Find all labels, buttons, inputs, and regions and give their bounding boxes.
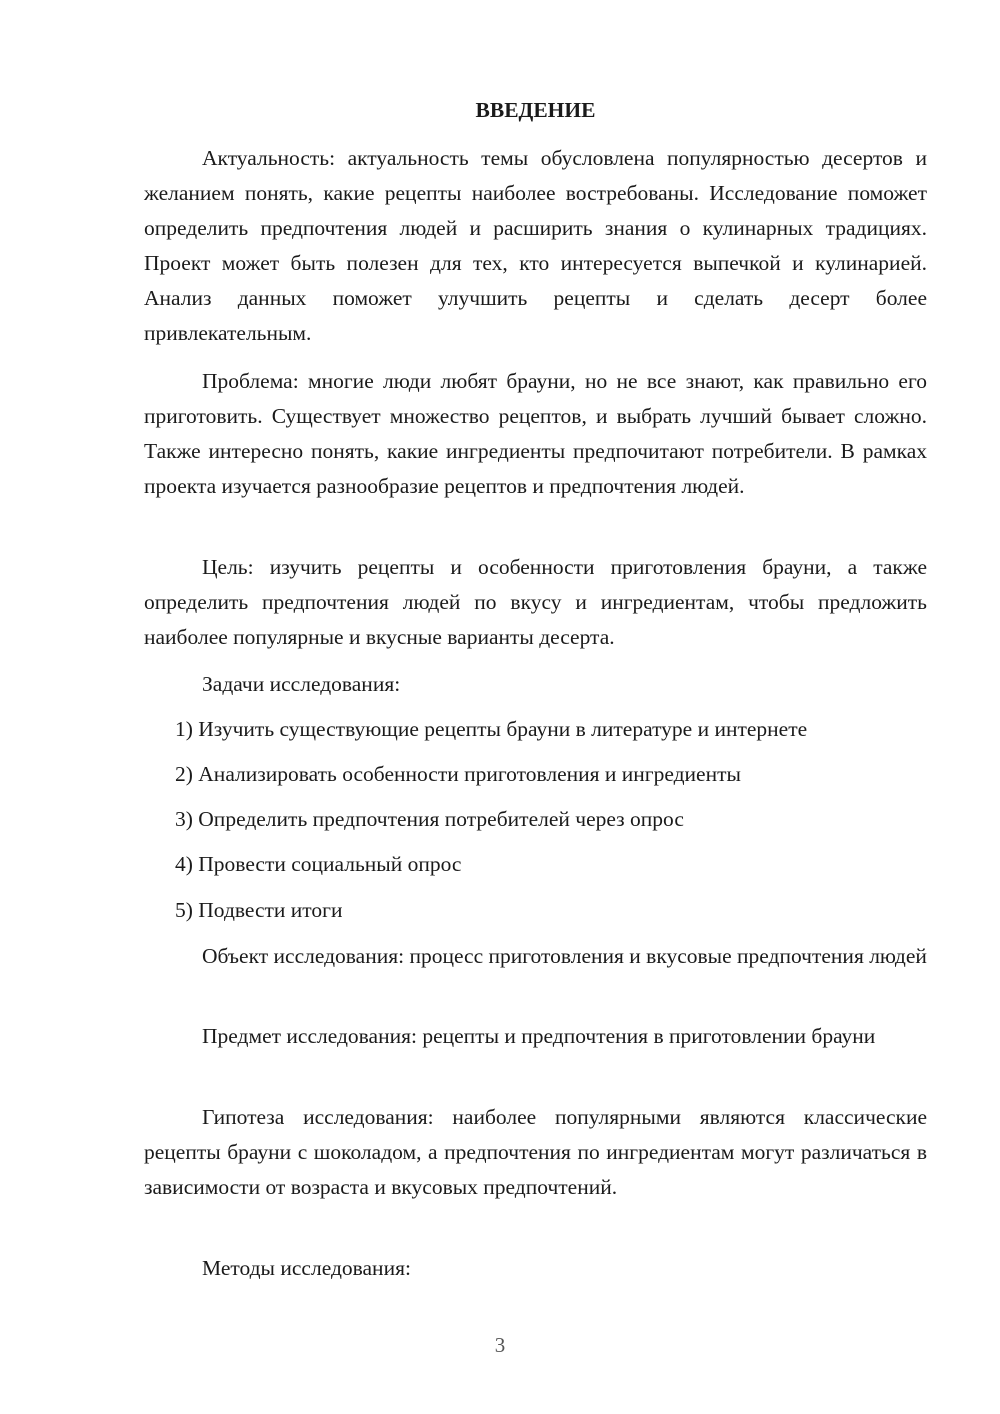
page-number: 3: [494, 1333, 506, 1357]
methods-heading: Методы исследования:: [202, 1256, 411, 1280]
task-item-5: 5) Подвести итоги: [175, 898, 343, 922]
problem-paragraph: Проблема: многие люди любят брауни, но не все знают, как правильно его приготовить. Существует множество рецептов, и выбрать лучший бывает сложно. Также интересно понять, какие ингредиенты предпочитают потребители. В рамках проекта изучается разнообразие рецептов и предпочтения людей.: [144, 369, 927, 498]
relevance-paragraph: Актуальность: актуальность темы обусловлена популярностью десертов и желанием понять, какие рецепты наиболее востребованы. Исследование поможет определить предпочтения людей и расширить знания о кулинарных традициях. Проект может быть полезен для тех, кто интересуется выпечкой и кулинарией. Анализ данных поможет улучшить рецепты и сделать десерт более привлекательным.: [144, 146, 927, 345]
subject-paragraph: Предмет исследования: рецепты и предпочтения в приготовлении брауни: [202, 1024, 876, 1048]
object-paragraph: Объект исследования: процесс приготовления и вкусовые предпочтения людей: [202, 944, 927, 968]
task-item-1: 1) Изучить существующие рецепты брауни в литературе и интернете: [175, 717, 808, 741]
page-title: ВВЕДЕНИЕ: [475, 98, 596, 122]
tasks-heading: Задачи исследования:: [202, 672, 401, 696]
hypothesis-paragraph: Гипотеза исследования: наиболее популярными являются классические рецепты брауни с шоколадом, а предпочтения по ингредиентам могут различаться в зависимости от возраста и вкусовых предпочтений.: [144, 1105, 927, 1199]
task-item-2: 2) Анализировать особенности приготовления и ингредиенты: [175, 762, 741, 786]
goal-paragraph: Цель: изучить рецепты и особенности приготовления брауни, а также определить предпочтения людей по вкусу и ингредиентам, чтобы предложить наиболее популярные и вкусные варианты десерта.: [144, 555, 927, 649]
task-item-4: 4) Провести социальный опрос: [175, 852, 462, 876]
task-item-3: 3) Определить предпочтения потребителей через опрос: [175, 807, 684, 831]
